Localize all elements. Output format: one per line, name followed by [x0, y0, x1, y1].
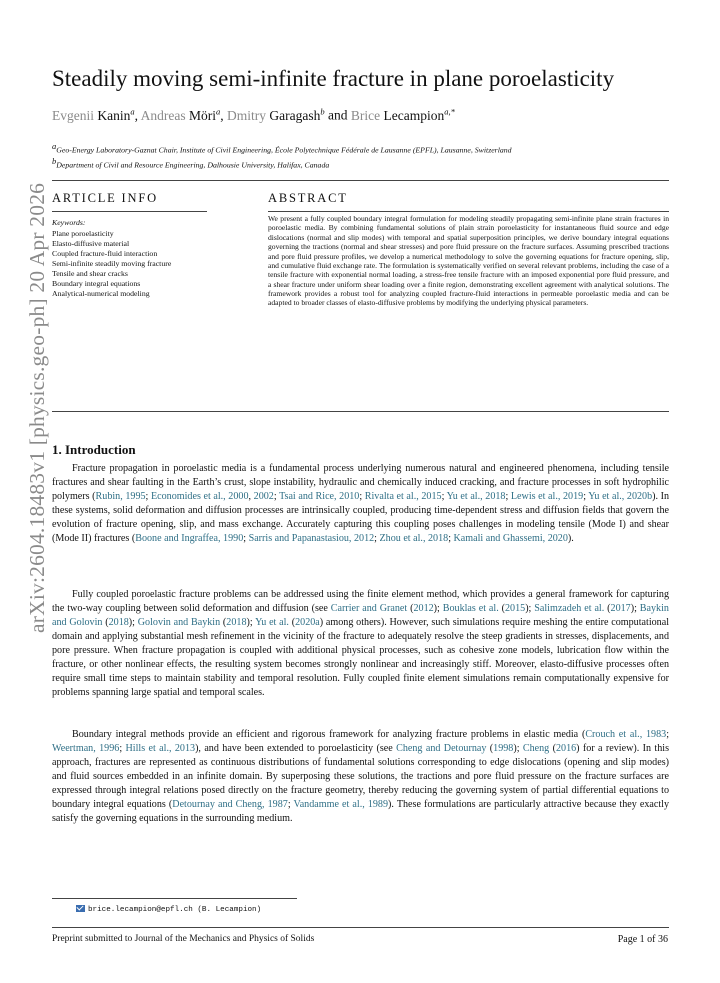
citation-link[interactable]: Cheng: [522, 743, 550, 755]
body-text-run: Fully coupled poroelastic fracture problems can be addressed using the finite element method, which provides a general framework for capturing the two-way coupling between solid deformation and diffusion (see: [52, 589, 669, 615]
body-text-run: (: [604, 603, 611, 615]
citation-link[interactable]: Golovin and Baykin: [137, 617, 221, 629]
citation-link[interactable]: Yu et al.: [255, 617, 289, 629]
author-email[interactable]: brice.lecampion@epfl.ch (B. Lecampion): [88, 906, 262, 914]
body-text-run: ). These formulations are particularly attractive because they exactly satisfy the governing equations in the surrounding medium.: [52, 799, 670, 825]
citation-link[interactable]: Crouch et al., 1983: [585, 729, 667, 740]
citation-link[interactable]: Carrier and Granet: [330, 603, 408, 615]
body-text-run: ,: [248, 491, 254, 503]
keyword-item: Analytical-numerical modeling: [52, 289, 150, 298]
keyword-item: Semi-infinite steadily moving fracture: [52, 259, 172, 268]
author-1: Evgenii Kanin$^a$,: [52, 106, 138, 123]
citation-link[interactable]: Zhou et al., 2018: [379, 533, 449, 545]
abstract-rule: [268, 211, 669, 212]
body-text-run: ;: [505, 491, 511, 503]
body-text-run: (: [220, 617, 227, 629]
citation-link[interactable]: 2020a: [295, 617, 320, 629]
citation-link[interactable]: Detournay and Cheng, 1987: [172, 799, 288, 811]
body-text-run: ;: [273, 491, 280, 503]
author-3: Dmitry Garagash$^b$: [227, 106, 325, 123]
body-text-run: (: [486, 743, 494, 755]
body-text-run: Fracture propagation in poroelastic media is a fundamental process underlying numerous natural and engineered phenomena, including tensile fractures and shear faulting in the Earth’s crust, slope instability, hydraulic and chemically induced cracking, and fracture processes in soft hydrophilic polymers (: [52, 463, 669, 503]
body-text-run: ), and have been extended to poroelasticity (see: [195, 743, 397, 755]
body-text-run: ;: [287, 799, 294, 811]
abstract-text: We present a fully coupled boundary integral formulation for modeling steadily propagating semi-infinite plane strain fractures in poroelastic media. By combining fundamental solutions of plain strain poroelasticity for instantaneous fluid source and edge dislocations (normal and slip modes) with temporal and spatial superposition principles, we derive boundary integral equations governing the tractions (normal and shear stresses) and pore fluid pressure on the fracture surfaces. Assuming prescribed tractions and pore fluid pressure profiles, we develop a numerical methodology to solve the governing equations for fracture opening, slip, and cumulative fluid exchange rate. The formulation is systematically verified on several relevant problems, including the case of a tensile fracture with exponential normal loading, a stress-free tensile fracture with an imposed exponential pore fluid pressure, and a shear fracture under uniform shear loading over a finite region, demonstrating excellent agreement with analytical solutions. The framework provides a robust tool for analyzing coupled fracture-fluid interactions in permeable poroelastic media and can be adapted to broader classes of elasto-diffusive problems by modifying the underlying physical parameters.: [268, 214, 669, 308]
page-number: Page 1 of 36: [617, 934, 668, 945]
body-text-run: ;: [243, 533, 249, 545]
body-text-run: ;: [583, 491, 589, 503]
section-heading: 1. Introduction: [52, 442, 136, 457]
citation-link[interactable]: 2002: [253, 491, 274, 503]
body-text-run: ;: [666, 729, 669, 740]
body-text-run: );: [246, 617, 256, 629]
body-text-run: ;: [359, 491, 365, 503]
body-text-run: (: [288, 617, 296, 629]
citation-link[interactable]: Tsai and Rice, 2010: [279, 491, 360, 503]
citation-link[interactable]: Baykin and Golovin: [52, 603, 669, 629]
body-text-run: ) among others). However, such simulations require meshing the entire computational domain and applying substantial mesh refinement in the vicinity of the fracture to adequately resolve the steep gradients in stresses, displacements, and pore pressure. When fracture propagation is coupled with additional physical processes, such as cohesive zone models, lubrication flow within the fracture, or other nonlinear effects, the resulting system becomes strongly nonlinear and increasingly stiff. Moreover, elasto-diffusive processes often require small time steps to maintain stability and temporal resolution. Fully coupled finite element simulations remain computationally expensive for problems spanning large spatial and temporal scales.: [52, 617, 670, 699]
footnote-rule: [52, 898, 297, 899]
citation-link[interactable]: 2017: [610, 603, 631, 615]
citation-link[interactable]: Boone and Ingraffea, 1990: [135, 533, 244, 545]
keyword-item: Boundary integral equations: [52, 279, 141, 288]
citation-link[interactable]: Sarris and Papanastasiou, 2012: [248, 533, 375, 545]
body-text-run: ;: [145, 491, 151, 503]
article-info-rule: [52, 211, 207, 212]
citation-link[interactable]: Cheng and Detournay: [396, 743, 487, 755]
citation-link[interactable]: 2016: [555, 743, 577, 755]
author-2: Andreas Möri$^a$,: [140, 106, 224, 123]
body-text-run: );: [525, 603, 535, 615]
citation-link[interactable]: Kamali and Ghassemi, 2020: [453, 533, 568, 545]
body-text-run: );: [128, 617, 138, 629]
footer-divider: [52, 927, 669, 928]
citation-link[interactable]: Hills et al., 2013: [125, 743, 196, 755]
citation-link[interactable]: Weertman, 1996: [52, 743, 120, 755]
keyword-item: Plane poroelasticity: [52, 229, 114, 238]
body-text-run: (: [549, 743, 556, 755]
header-divider: [52, 180, 669, 181]
intro-paragraph-2: [52, 588, 669, 700]
body-text-run: (: [498, 603, 505, 615]
intro-paragraph-3: [52, 728, 669, 826]
body-text-run: ;: [119, 743, 126, 755]
affiliation-a: aGeo-Energy Laboratory-Gaznat Chair, Institute of Civil Engineering, École Polytechnique Fédérale de Lausanne (EPFL), Lausanne, Switzerland: [52, 141, 512, 155]
body-text-run: );: [513, 743, 523, 755]
body-text-run: );: [630, 603, 640, 615]
keywords-label: Keywords:: [52, 218, 86, 227]
body-text-run: ) for a review). In this approach, fractures are represented as continuous distributions of fundamental solutions corresponding to edge dislocations (opening and slip modes) and fluid sources embedded in an infinite domain. By superposing these solutions, the tractions and pore fluid pressure on the fracture surfaces are expressed through integral relations posed directly on the fracture geometry, thereby reducing the governing system of partial differential equations to boundary integral equations (: [52, 743, 669, 811]
body-text-run: ;: [374, 533, 380, 545]
keyword-item: Coupled fracture-fluid interaction: [52, 249, 158, 258]
citation-link[interactable]: Bouklas et al.: [442, 603, 499, 615]
citation-link[interactable]: Yu et al., 2020b: [588, 491, 653, 503]
citation-link[interactable]: 1998: [493, 743, 514, 755]
body-text-run: Boundary integral methods provide an efficient and rigorous framework for analyzing fracture problems in elastic media (: [72, 729, 586, 740]
body-text-run: ;: [448, 533, 454, 545]
author-4: Brice Lecampion$^{a,*}$: [350, 106, 455, 123]
citation-link[interactable]: Salimzadeh et al.: [534, 603, 605, 615]
email-icon: [76, 905, 85, 912]
citation-link[interactable]: 2018: [226, 617, 247, 629]
citation-link[interactable]: 2012: [413, 603, 434, 615]
citation-link[interactable]: 2015: [505, 603, 526, 615]
citation-link[interactable]: Rivalta et al., 2015: [364, 491, 442, 503]
citation-link[interactable]: Yu et al., 2018: [446, 491, 506, 503]
body-text-run: ).: [567, 533, 574, 545]
abstract-heading: ABSTRACT: [268, 191, 348, 205]
citation-link[interactable]: Economides et al., 2000: [150, 491, 249, 503]
body-text-run: );: [433, 603, 443, 615]
footer-journal: Preprint submitted to Journal of the Mechanics and Physics of Solids: [52, 934, 315, 944]
citation-link[interactable]: Lewis et al., 2019: [510, 491, 584, 503]
keyword-item: Elasto-diffusive material: [52, 239, 130, 248]
keyword-item: Tensile and shear cracks: [52, 269, 128, 278]
body-text-run: ). In these systems, solid deformation and diffusion processes are intrinsically coupled, producing time-dependent stress and diffusion fields that govern the evolution of fracture opening, slip, and mass exchange. Accurately capturing this coupling poses challenges in modeling tensile (Mode I) and shear (Mode II) fractures (: [52, 491, 670, 545]
author-list: Evgenii Kanin$^a$, Andreas Möri$^a$, Dmitry Garagash$^b$ and Brice Lecampion$^{a,*}$: [52, 106, 455, 123]
citation-link[interactable]: Rubin, 1995: [95, 491, 146, 503]
footnote: [76, 905, 261, 914]
article-info-heading: ARTICLE INFO: [52, 191, 158, 205]
body-text-run: (: [102, 617, 109, 629]
paper-title: Steadily moving semi-infinite fracture in plane poroelasticity: [52, 66, 615, 91]
citation-link[interactable]: 2018: [108, 617, 129, 629]
citation-link[interactable]: Vandamme et al., 1989: [293, 799, 389, 811]
affiliation-b: bDepartment of Civil and Resource Engineering, Dalhousie University, Halifax, Canada: [52, 156, 330, 170]
arxiv-stamp: arXiv:2604.18483v1 [physics.geo-ph] 20 Apr 2026: [25, 182, 49, 633]
body-text-run: (: [407, 603, 414, 615]
intro-paragraph-1: [52, 462, 669, 546]
body-text-run: ;: [441, 491, 447, 503]
abstract-bottom-divider: [52, 411, 669, 412]
